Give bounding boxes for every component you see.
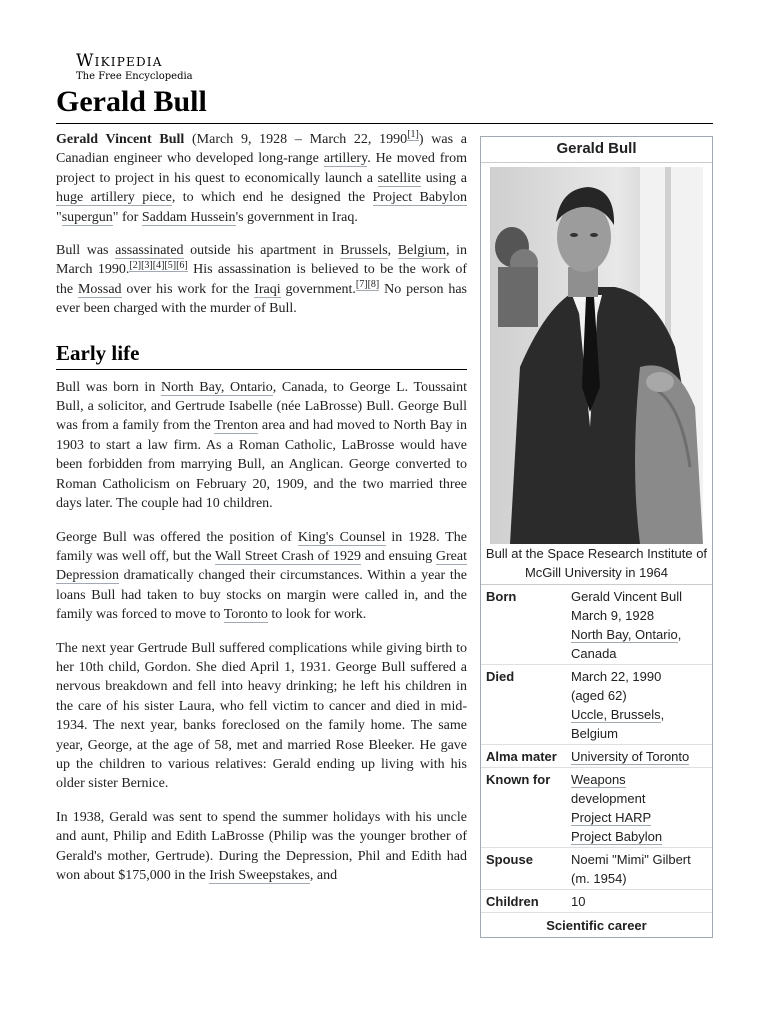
citation-link[interactable]: [7][8] xyxy=(355,279,380,291)
portrait-photo[interactable] xyxy=(490,167,703,544)
link-great-depression[interactable]: Great Depression xyxy=(56,548,467,584)
infobox-label-died: Died xyxy=(486,669,515,684)
text: . He moved from project to project in his quest to economically launch a xyxy=(56,151,467,186)
text: , to which end he designed the xyxy=(171,190,373,206)
link-project-harp[interactable]: Project HARP xyxy=(571,810,652,825)
text: His assassination is believed to be the work of the xyxy=(56,262,468,297)
link-project-babylon[interactable]: Project Babylon xyxy=(372,190,467,206)
intro-paragraph-1 xyxy=(56,130,467,227)
article-body xyxy=(56,130,467,899)
early-life-paragraph-4 xyxy=(56,808,467,886)
logo-wordmark: Wikipedia xyxy=(76,51,163,71)
infobox-row-known-for xyxy=(481,768,712,848)
text: Bull was born in xyxy=(56,379,161,395)
portrait-caption: Bull at the Space Research Institute of McGill University in 1964 xyxy=(481,544,712,585)
early-life-paragraph-1 xyxy=(56,378,467,514)
page-title: Gerald Bull xyxy=(56,85,207,118)
infobox-title: Gerald Bull xyxy=(481,137,712,163)
link-kings-counsel[interactable]: King's Counsel xyxy=(297,529,386,545)
born-name: Gerald Vincent Bull xyxy=(571,589,683,604)
early-life-paragraph-2 xyxy=(56,528,467,625)
text: and ensuing xyxy=(360,548,436,564)
text: 's government in Iraq. xyxy=(235,209,358,225)
link-toronto[interactable]: Toronto xyxy=(223,607,268,623)
text: , in March 1990. xyxy=(56,243,468,278)
born-country: Canada xyxy=(571,646,617,661)
born-date: March 9, 1928 xyxy=(571,608,655,623)
link-wall-street-crash[interactable]: Wall Street Crash of 1929 xyxy=(215,548,361,564)
section-heading-early-life: Early life xyxy=(56,339,467,370)
link-saddam-hussein[interactable]: Saddam Hussein xyxy=(141,209,236,225)
text: ) was a Canadian engineer who developed long-range xyxy=(56,132,467,167)
infobox-value-alma-mater xyxy=(571,747,712,766)
link-irish-sweepstakes[interactable]: Irish Sweepstakes xyxy=(209,868,310,883)
infobox-value-born xyxy=(571,587,712,663)
infobox-label-children: Children xyxy=(486,894,539,909)
link-died-place[interactable]: Uccle, Brussels xyxy=(571,707,661,722)
died-age: (aged 62) xyxy=(571,688,627,703)
known-for-harp xyxy=(571,808,709,827)
text: , and xyxy=(309,868,338,883)
link-born-place[interactable]: North Bay, Ontario xyxy=(571,627,678,642)
text: to look for work. xyxy=(267,607,367,623)
text: government. xyxy=(280,281,356,297)
link-assassinated[interactable]: assassinated xyxy=(115,243,184,259)
link-north-bay-ontario[interactable]: North Bay, Ontario xyxy=(160,379,273,395)
infobox-row-children xyxy=(481,890,712,913)
text: , xyxy=(387,243,398,259)
citation-refs[interactable] xyxy=(129,260,187,272)
link-project-babylon-infobox[interactable]: Project Babylon xyxy=(571,829,663,844)
text: area and had moved to North Bay in 1903 to start a law firm. As a Roman Catholic, LaBrosse would have been forbidden from marrying Bull, an Anglican. George converted to Roman Catholicism on February 20, 1909, and the two married three days later. The couple had 10 children. xyxy=(56,418,468,512)
link-iraqi[interactable]: Iraqi xyxy=(254,281,281,297)
text: using a xyxy=(421,170,467,186)
died-country: Belgium xyxy=(571,726,618,741)
text: , xyxy=(677,627,682,642)
text: , xyxy=(660,707,665,722)
known-for-development: development xyxy=(571,791,646,806)
infobox-label-born: Born xyxy=(486,589,517,604)
text: outside his apartment in xyxy=(183,243,341,259)
logo-tagline: The Free Encyclopedia xyxy=(76,71,193,82)
portrait-image xyxy=(490,167,703,544)
subject-name: Gerald Vincent Bull xyxy=(56,132,185,147)
link-mossad[interactable]: Mossad xyxy=(77,281,122,297)
infobox-row-born xyxy=(481,585,712,665)
text: dramatically changed their circumstances. Within a year the loans Bull had taken to buy stocks on margin were called in, and the family was forced to move to xyxy=(56,568,467,623)
infobox-value-died xyxy=(571,667,712,743)
infobox-value-children: 10 xyxy=(571,894,586,909)
text: George Bull was offered the position of xyxy=(56,529,298,545)
citation-refs[interactable] xyxy=(356,279,379,291)
known-for-weapons xyxy=(571,770,709,789)
early-life-paragraph-3: The next year Gertrude Bull suffered complications while giving birth to her 10th child, Gordon. She died April 1, 1931. George Bull suffered a nervous breakdown and fell into heavy drinking; he left his children in the care of his sister Laura, who fell victim to cancer and died in mid-1934. The next year, banks foreclosed on the family home. The same year, George, at the age of 58, met and married Rose Bleeker. He gave up the children to various relatives: Gerald ending up living with his older sister Bernice. xyxy=(56,640,467,792)
spouse-married: (m. 1954) xyxy=(571,871,627,886)
known-for-babylon xyxy=(571,827,709,846)
text: " for xyxy=(112,209,142,225)
infobox-row-alma-mater xyxy=(481,745,712,768)
text: In 1938, Gerald was sent to spend the summer holidays with his uncle and aunt, Philip and Edith LaBrosse (Philip was the younger brother of Gerald's mother, Gertrude). During the Depression, Phil and Edith had won about $175,000 in the xyxy=(56,809,467,883)
link-satellite[interactable]: satellite xyxy=(377,170,422,186)
infobox xyxy=(480,136,713,938)
link-huge-artillery-piece[interactable]: huge artillery piece xyxy=(56,190,172,206)
infobox-section-scientific-career: Scientific career xyxy=(546,918,647,933)
citation-ref[interactable] xyxy=(407,129,419,141)
infobox-label-alma-mater: Alma mater xyxy=(486,749,557,764)
text: Bull was xyxy=(56,243,116,259)
infobox-row-died xyxy=(481,665,712,745)
infobox-row-spouse xyxy=(481,848,712,890)
citation-link[interactable]: [2][3][4][5][6] xyxy=(129,259,188,271)
link-artillery[interactable]: artillery xyxy=(323,151,368,167)
infobox-label-known-for: Known for xyxy=(486,772,551,787)
spouse-name: Noemi "Mimi" Gilbert xyxy=(571,852,691,867)
infobox-value-spouse xyxy=(571,850,712,888)
link-supergun[interactable]: supergun xyxy=(61,209,113,225)
intro-paragraph-2 xyxy=(56,241,467,319)
title-divider xyxy=(56,123,713,124)
died-place xyxy=(571,705,709,724)
text: in 1928. The family was well off, but the xyxy=(56,529,467,564)
link-weapons[interactable]: Weapons xyxy=(571,772,626,787)
infobox-label-spouse: Spouse xyxy=(486,852,533,867)
text: " xyxy=(56,209,62,225)
text: , Canada, to George L. Toussaint Bull, a solicitor, and Gertrude Isabelle (née LaBrosse) Bull. George Bull was from a family from the xyxy=(56,379,467,434)
text: (March 9, 1928 – March 22, 1990 xyxy=(184,132,408,147)
link-belgium[interactable]: Belgium xyxy=(397,243,447,259)
died-date: March 22, 1990 xyxy=(571,669,662,684)
link-brussels[interactable]: Brussels xyxy=(340,243,388,259)
link-university-of-toronto[interactable]: University of Toronto xyxy=(571,749,690,764)
wikipedia-logo[interactable] xyxy=(76,52,196,83)
link-trenton[interactable]: Trenton xyxy=(214,418,259,434)
text: No person has ever been charged with the murder of Bull. xyxy=(56,281,467,317)
text: over his work for the xyxy=(121,281,255,297)
citation-link[interactable]: [1] xyxy=(407,129,419,141)
born-place xyxy=(571,625,709,644)
infobox-value-known-for xyxy=(571,770,712,846)
